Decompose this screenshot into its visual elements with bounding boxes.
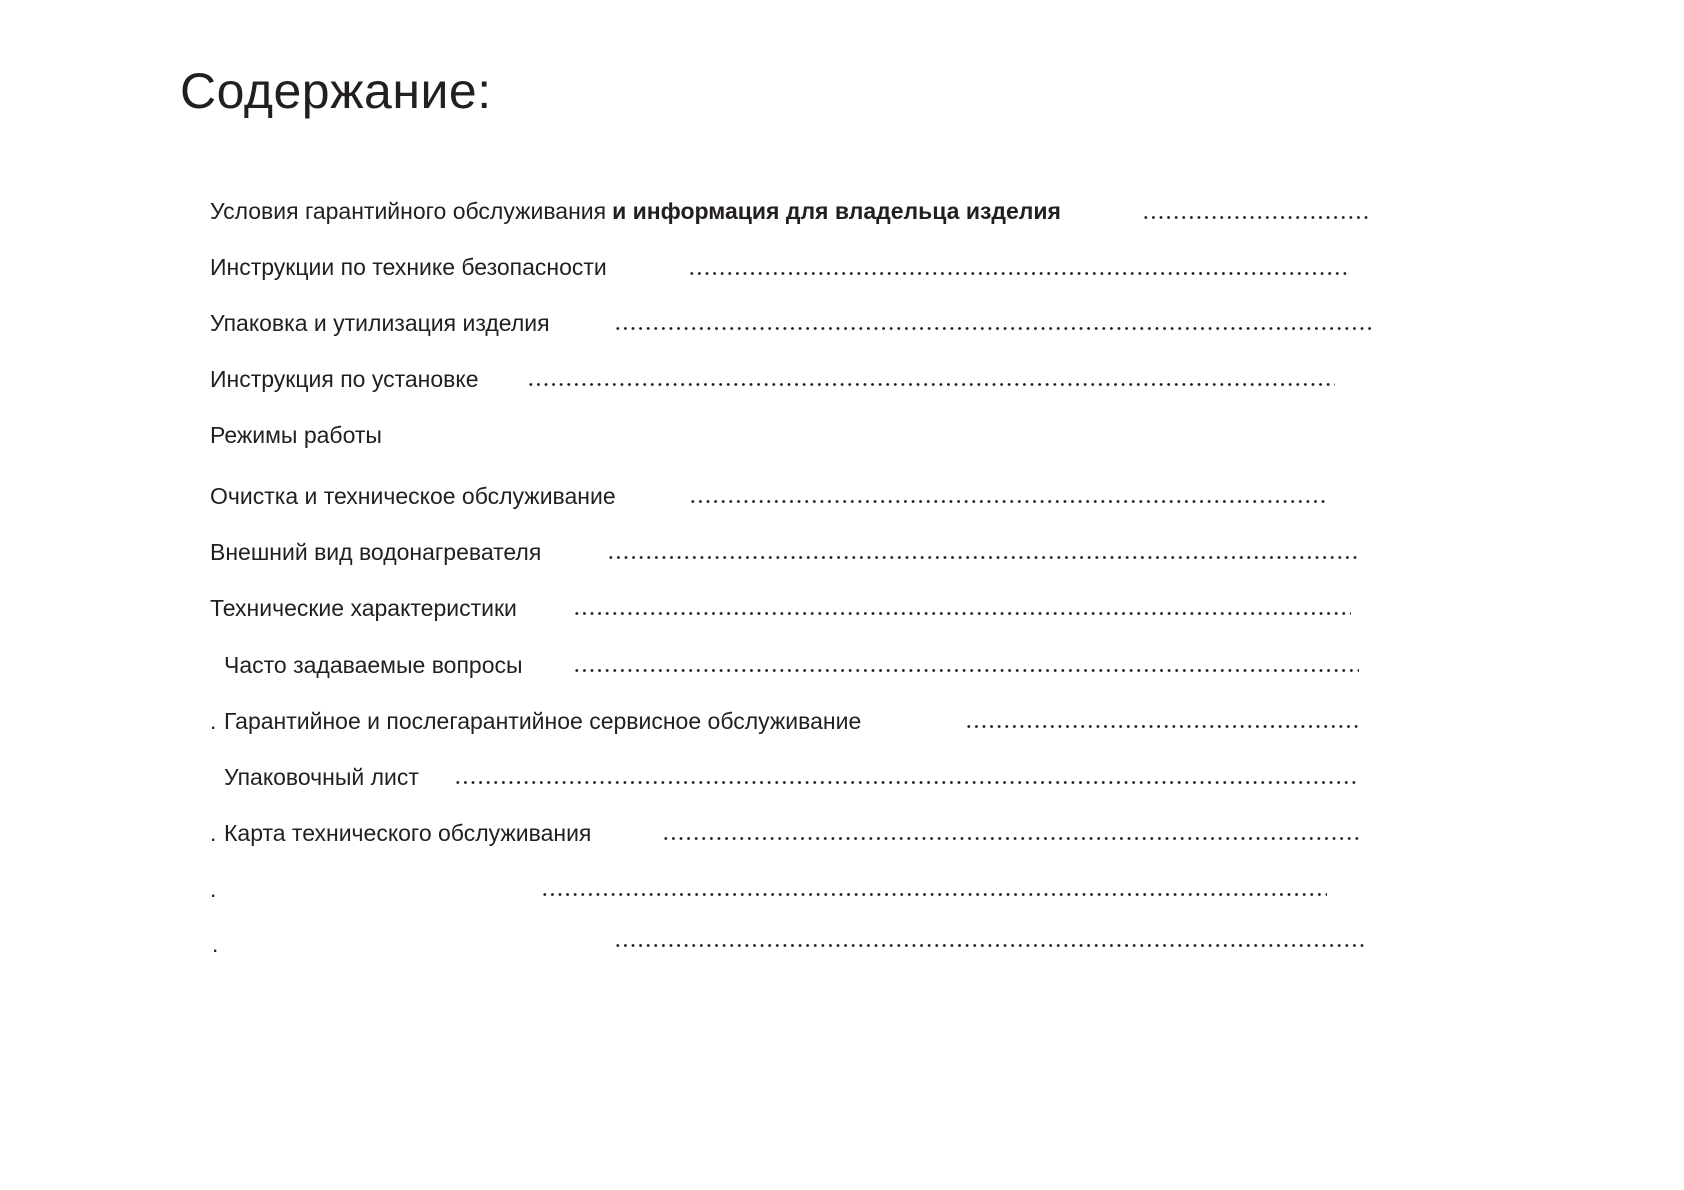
dot-leader (454, 781, 1359, 784)
toc-entry-specifications[interactable] (210, 593, 517, 623)
dot-leader (527, 383, 1335, 386)
toc-entry-faq[interactable] (224, 650, 523, 680)
dot-leader (607, 556, 1359, 559)
toc-entry-safety-instructions[interactable] (210, 252, 607, 282)
toc-entry-prefix: . (210, 876, 217, 902)
toc-entry-empty[interactable] (212, 929, 226, 959)
toc-entry-label: Технические характеристики (210, 595, 517, 621)
toc-entry-label: Условия гарантийного обслуживания (210, 198, 607, 224)
toc-entry-cleaning-maintenance[interactable] (210, 481, 616, 511)
toc-entry-maintenance-card[interactable] (210, 818, 591, 848)
dot-leader (662, 837, 1359, 840)
toc-entry-warranty-conditions[interactable] (210, 196, 1061, 226)
toc-entry-prefix: . (212, 931, 219, 957)
dot-leader (573, 612, 1351, 615)
dot-leader (614, 944, 1366, 947)
toc-entry-packaging-disposal[interactable] (210, 308, 550, 338)
toc-entry-label: Режимы работы (210, 422, 382, 448)
toc-entry-empty[interactable] (210, 874, 224, 904)
toc-entry-appearance[interactable] (210, 537, 541, 567)
toc-entry-label: Инструкция по установке (210, 366, 479, 392)
toc-entry-label: Упаковочный лист (224, 764, 419, 790)
toc-entry-label-bold: и информация для владельца изделия (612, 198, 1061, 224)
toc-entry-label: Внешний вид водонагревателя (210, 539, 542, 565)
toc-entry-label: Инструкции по технике безопасности (210, 254, 607, 280)
dot-leader (689, 500, 1327, 503)
toc-entry-packing-list[interactable] (224, 762, 419, 792)
toc-entry-label: Очистка и техническое обслуживание (210, 483, 616, 509)
toc-entry-prefix: . (210, 708, 217, 734)
toc-entry-prefix: . (210, 820, 217, 846)
dot-leader (614, 327, 1372, 330)
toc-entry-label: Упаковка и утилизация изделия (210, 310, 550, 336)
dot-leader (688, 272, 1350, 275)
toc-entry-label: Карта технического обслуживания (224, 820, 592, 846)
dot-leader (1142, 216, 1370, 219)
toc-entry-label: Часто задаваемые вопросы (224, 652, 523, 678)
dot-leader (965, 725, 1359, 728)
toc-entry-warranty-service[interactable] (210, 706, 861, 736)
toc-entry-operating-modes[interactable] (210, 420, 382, 450)
dot-leader (541, 893, 1327, 896)
page-title: Содержание: (180, 63, 492, 119)
toc-entry-label: Гарантийное и послегарантийное сервисное обслуживание (224, 708, 862, 734)
dot-leader (573, 669, 1359, 672)
toc-entry-installation[interactable] (210, 364, 479, 394)
